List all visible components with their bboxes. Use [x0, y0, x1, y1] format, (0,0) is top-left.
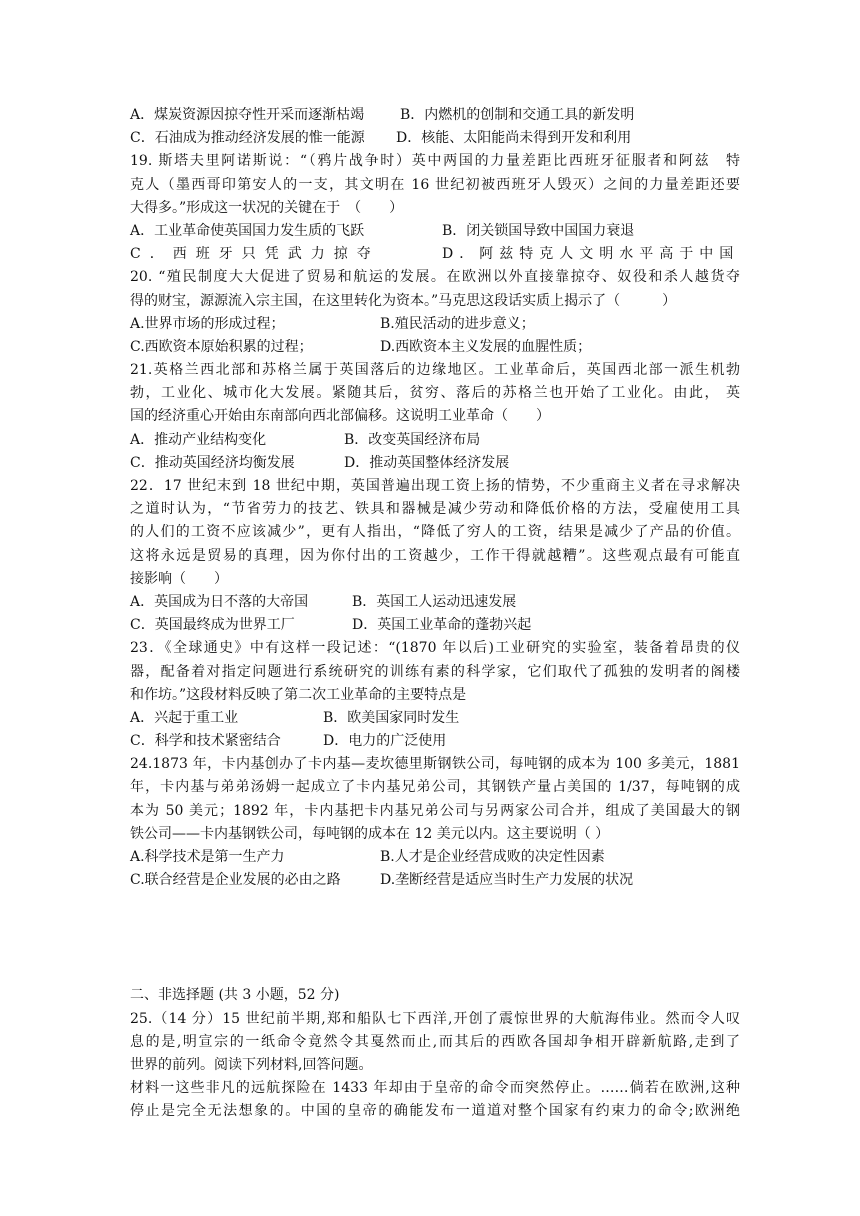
q23-options-row-1: [130, 707, 740, 730]
q18-option-a: A．煤炭资源因掠夺性开采而逐渐枯竭: [130, 107, 365, 123]
q18-options-row-1: [130, 104, 740, 127]
q24-options-row-2: [130, 869, 740, 892]
blank-spacer: [130, 892, 740, 984]
q24-stem-line-2: 年，卡内基与弟弟汤姆一起成立了卡内基兄弟公司，其钢铁产量占美国的 1/37，每吨钢的成: [130, 779, 740, 796]
q21-stem-line-1: 21.英格兰西北部和苏格兰属于英国落后的边缘地区。工业革命后，英国西北部一派生机勃: [130, 362, 740, 379]
q22-stem-line-2: 之道时认为，“节省劳力的技艺、铁具和器械是减少劳动和降低价格的方法，受雇使用工具: [130, 501, 740, 518]
q25-line-1: 25.（14 分）15 世纪前半期,郑和船队七下西洋,开创了震惊世界的大航海伟业。然而令人叹: [130, 1010, 740, 1027]
q18-option-b: B．内燃机的创制和交通工具的新发明: [400, 107, 635, 123]
q24-option-c: C.联合经营是企业发展的必由之路: [130, 872, 341, 889]
q22-options-row-2: [130, 614, 740, 637]
q25-line-3: 世界的前列。阅读下列材料,回答问题。: [130, 1056, 373, 1073]
q20-option-d: D.西欧资本主义发展的血腥性质；: [380, 338, 592, 355]
q23-options-row-2: [130, 730, 740, 753]
q21-stem-line-3: 国的经济重心开始由东南部向西北部偏移。这说明工业革命（ ）: [130, 408, 550, 425]
q24-option-d: D.垄断经营是适应当时生产力发展的状况: [380, 872, 634, 889]
q23-stem-line-2: 器，配备着对指定问题进行系统研究的训练有素的科学家，它们取代了孤独的发明者的阁楼: [130, 663, 740, 680]
exam-page: [130, 104, 740, 1124]
q20-options-row-2: [130, 336, 740, 359]
q25-material-1-line-1: 材料一这些非凡的远航探险在 1433 年却由于皇帝的命令而突然停止。……倘若在欧洲,这种: [130, 1080, 740, 1097]
q23-stem-line-1: 23．《全球通史》中有这样一段记述：“(1870 年以后)工业研究的实验室，装备着昂贵的仪: [130, 640, 740, 657]
q21-option-b: B．改变英国经济布局: [344, 431, 481, 448]
q22-stem-line-4: 这将永远是贸易的真理，因为你付出的工资越少，工作干得就越糟”。这些观点最有可能直: [130, 547, 740, 564]
q25-line-2: 息的是,明宣宗的一纸命令竟然令其戛然而止,而其后的西欧各国却争相开辟新航路,走到了: [130, 1033, 740, 1050]
q21-option-a: A．推动产业结构变化: [130, 431, 267, 448]
q19-stem-line-2: 克人（墨西哥印第安人的一支，其文明在 16 世纪初被西班牙人毁灭）之间的力量差距还要: [130, 176, 740, 193]
q21-option-c: C．推动英国经济均衡发展: [130, 454, 295, 471]
q24-option-b: B.人才是企业经营成败的决定性因素: [380, 849, 605, 865]
q24-stem-line-3: 本为 50 美元；1892 年，卡内基把卡内基兄弟公司与另两家公司合并，组成了美国最大的钢: [130, 802, 740, 819]
q19-option-d: D．阿兹特克人文明水平高于中国: [442, 246, 740, 263]
q19-option-c: C．西班牙只凭武力掠夺: [130, 246, 380, 263]
q20-option-b: B.殖民活动的进步意义；: [380, 315, 535, 332]
q20-options-row-1: [130, 313, 740, 336]
q19-stem-line-1: 19. 斯塔夫里阿诺斯说：“（鸦片战争时）英中两国的力量差距比西班牙征服者和阿兹 特: [130, 153, 740, 170]
q23-option-a: A．兴起于重工业: [130, 709, 239, 726]
q23-option-b: B．欧美国家同时发生: [323, 709, 460, 726]
q22-options-row-1: [130, 591, 740, 614]
q22-stem-line-5: 接影响（ ）: [130, 570, 228, 587]
q23-stem-line-3: 和作坊。”这段材料反映了第二次工业革命的主要特点是: [130, 686, 467, 703]
q21-options-row-2: [130, 452, 740, 475]
section-2-heading: 二、非选择题 (共 3 小题，52 分): [130, 987, 340, 1004]
q18-options-row-2: [130, 127, 740, 150]
q19-option-b: B．闭关锁国导致中国国力衰退: [442, 222, 635, 239]
q20-stem-line-2: 得的财宝，源源流入宗主国，在这里转化为资本。”马克思这段话实质上揭示了（ ）: [130, 292, 677, 309]
q21-options-row-1: [130, 429, 740, 452]
q25-material-1-line-2: 停止是完全无法想象的。中国的皇帝的确能发布一道道对整个国家有约束力的命令;欧洲绝: [130, 1103, 740, 1120]
q24-stem-line-1: 24.1873 年，卡内基创办了卡内基—麦坎德里斯钢铁公司，每吨钢的成本为 100 多美元，1881: [130, 756, 740, 773]
q23-option-d: D．电力的广泛使用: [323, 733, 447, 750]
q20-stem-line-1: 20. “殖民制度大大促进了贸易和航运的发展。在欧洲以外直接靠掠夺、奴役和杀人越货夺: [130, 269, 740, 286]
q20-option-c: C.西欧资本原始积累的过程；: [130, 338, 313, 355]
q24-options-row-1: [130, 846, 740, 869]
q18-option-d: D．核能、太阳能尚未得到开发和利用: [396, 130, 632, 147]
q20-option-a: A.世界市场的形成过程；: [130, 315, 285, 332]
q22-option-c: C．英国最终成为世界工厂: [130, 617, 295, 634]
q19-stem-line-3: 大得多。”形成这一状况的关键在于 （ ）: [130, 199, 404, 216]
q23-option-c: C．科学和技术紧密结合: [130, 733, 281, 750]
q21-stem-line-2: 勃，工业化、城市化大发展。紧随其后，贫穷、落后的苏格兰也开始了工业化。由此， 英: [130, 385, 740, 402]
q19-options-row-2: [130, 243, 740, 266]
q24-option-a: A.科学技术是第一生产力: [130, 849, 285, 865]
q19-option-a: A．工业革命使英国国力发生质的飞跃: [130, 222, 365, 239]
q19-options-row-1: [130, 220, 740, 243]
q22-option-d: D．英国工业革命的蓬勃兴起: [352, 617, 532, 634]
q24-stem-line-4: 铁公司——卡内基钢铁公司，每吨钢的成本在 12 美元以内。这主要说明（ ）: [130, 825, 610, 842]
q22-stem-line-3: 的人们的工资不应该减少”，更有人指出，“降低了穷人的工资，结果是减少了产品的价值。: [130, 524, 740, 541]
q22-option-b: B．英国工人运动迅速发展: [352, 593, 517, 610]
q18-option-c: C．石油成为推动经济发展的惟一能源: [130, 130, 365, 147]
q22-option-a: A．英国成为日不落的大帝国: [130, 593, 309, 610]
q22-stem-line-1: 22．17 世纪末到 18 世纪中期，英国普遍出现工资上扬的情势，不少重商主义者在寻求解决: [130, 478, 740, 494]
q21-option-d: D．推动英国整体经济发展: [344, 454, 510, 471]
